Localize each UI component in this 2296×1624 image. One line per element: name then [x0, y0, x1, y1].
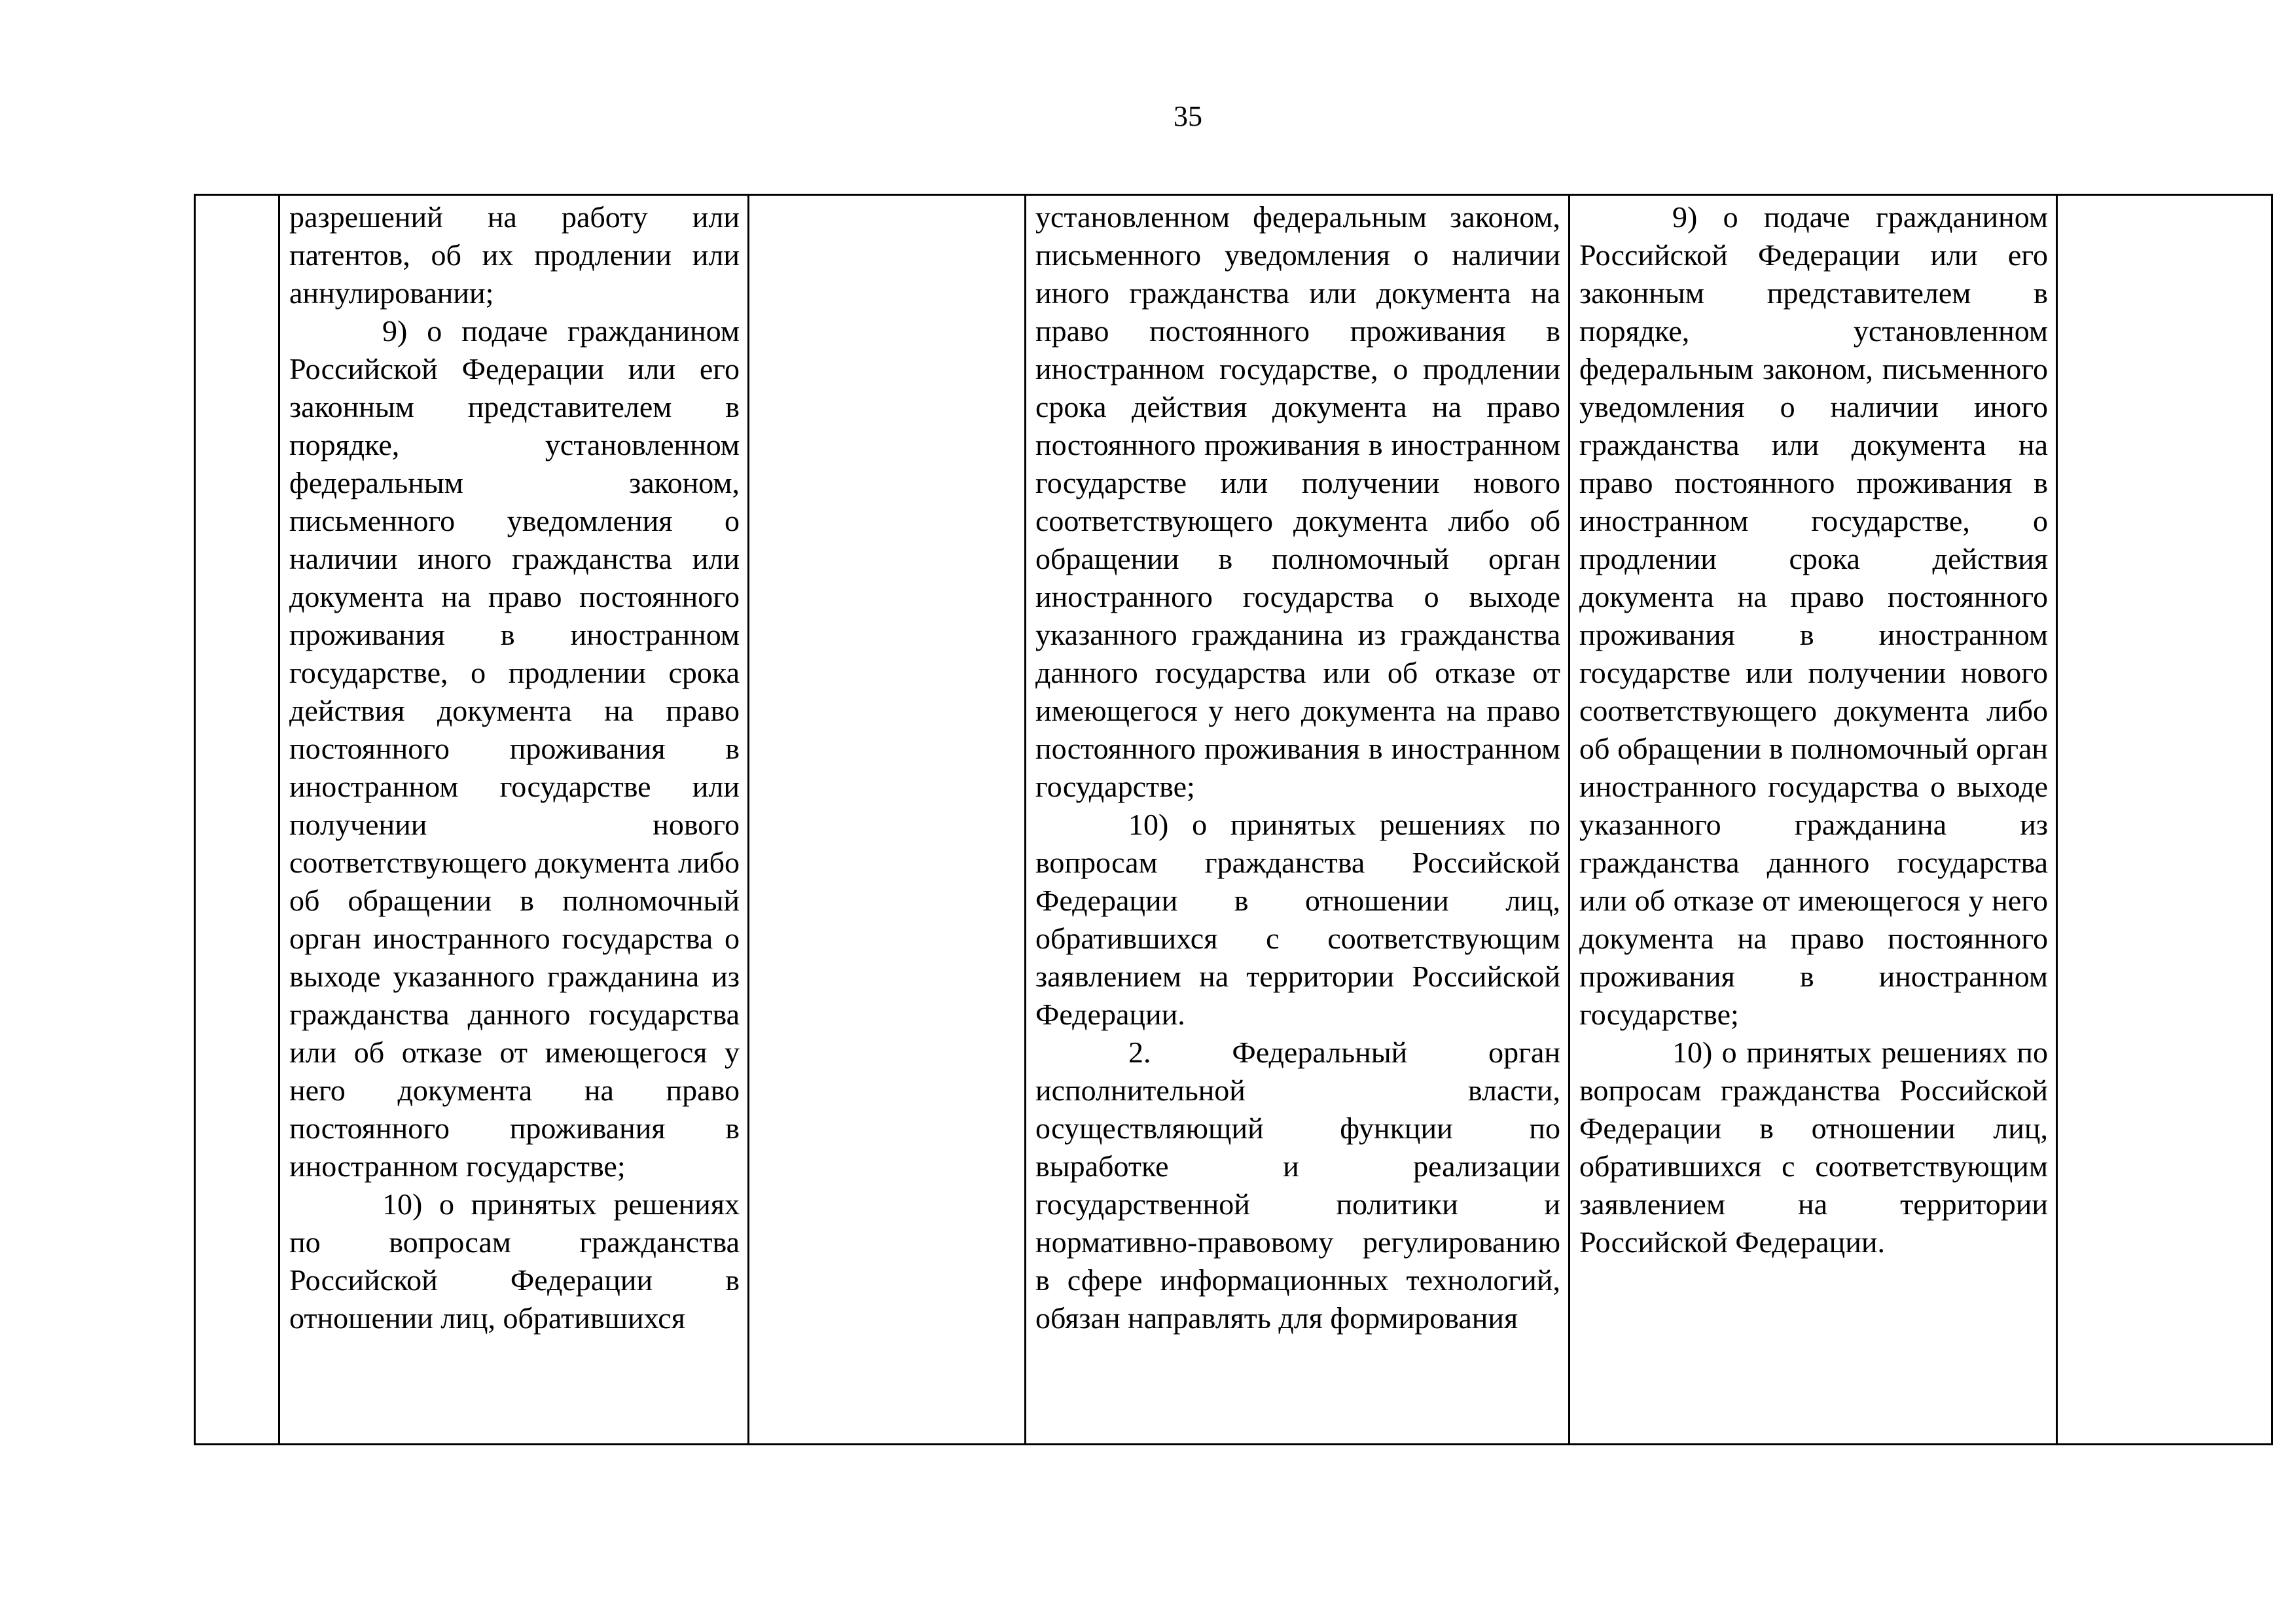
table-cell-final-text — [1570, 195, 2057, 1445]
cell-1-text — [196, 196, 278, 198]
table-cell-empty-3 — [749, 195, 1026, 1445]
paragraph: установленном федеральным законом, письменного уведомления о наличии иного гражданства или документа на право постоянного проживания в иностранном государстве, о продлении срока действия документа на право постоянного проживания в иностранном государстве или получении нового соответствующего документа либо об обращении в полномочный орган иностранного государства о выходе указанного гражданина из гражданства данного государства или об отказе от имеющегося у него документа на право постоянного проживания в иностранном государстве; — [1035, 200, 1560, 803]
cell-3-text — [749, 196, 1024, 198]
table-cell-empty-1 — [195, 195, 279, 1445]
paragraph: разрешений на работу или патентов, об их продлении или аннулировании; — [289, 200, 740, 310]
cell-2-text — [280, 196, 747, 1337]
cell-4-text — [1026, 196, 1568, 1337]
document-table — [194, 194, 2273, 1445]
paragraph: 2. Федеральный орган исполнительной власти, осуществляющий функции по выработке и реализации государственной политики и нормативно-правовому регулированию в сфере информационных технологий, обязан направлять для формирования — [1035, 1036, 1560, 1335]
paragraph: 9) о подаче гражданином Российской Федерации или его законным представителем в порядке, установленном федеральным законом, письменного уведомления о наличии иного гражданства или документа на право постоянного проживания в иностранном государстве, о продлении срока действия документа на право постоянного проживания в иностранном государстве или получении нового соответствующего документа либо об обращении в полномочный орган иностранного государства о выходе указанного гражданина из гражданства данного государства или об отказе от имеющегося у него документа на право постоянного проживания в иностранном государстве; — [289, 314, 740, 1183]
paragraph: 9) о подаче гражданином Российской Федерации или его законным представителем в порядке, установленном федеральным законом, письменного уведомления о наличии иного гражданства или документа на право постоянного проживания в иностранном государстве, о продлении срока действия документа на право постоянного проживания в иностранном государстве или получении нового соответствующего документа либо об обращении в полномочный орган иностранного государства о выходе указанного гражданина из гражданства данного государства или об отказе от имеющегося у него документа на право постоянного проживания в иностранном государстве; — [1579, 200, 2048, 1031]
cell-5-text — [1570, 196, 2056, 1261]
table-cell-proposed-text — [1026, 195, 1570, 1445]
paragraph: 10) о принятых решениях по вопросам гражданства Российской Федерации в отношении лиц, обратившихся с соответствующим заявлением на территории Российской Федерации. — [1035, 808, 1560, 1031]
paragraph: 10) о принятых решениях по вопросам гражданства Российской Федерации в отношении лиц, обратившихся — [289, 1187, 740, 1335]
table-cell-current-text — [279, 195, 749, 1445]
table-cell-empty-6 — [2057, 195, 2272, 1445]
cell-6-text — [2058, 196, 2271, 198]
table-row — [195, 195, 2272, 1445]
page-number: 35 — [1174, 100, 1202, 132]
paragraph: 10) о принятых решениях по вопросам гражданства Российской Федерации в отношении лиц, обратившихся с соответствующим заявлением на территории Российской Федерации. — [1579, 1036, 2048, 1259]
